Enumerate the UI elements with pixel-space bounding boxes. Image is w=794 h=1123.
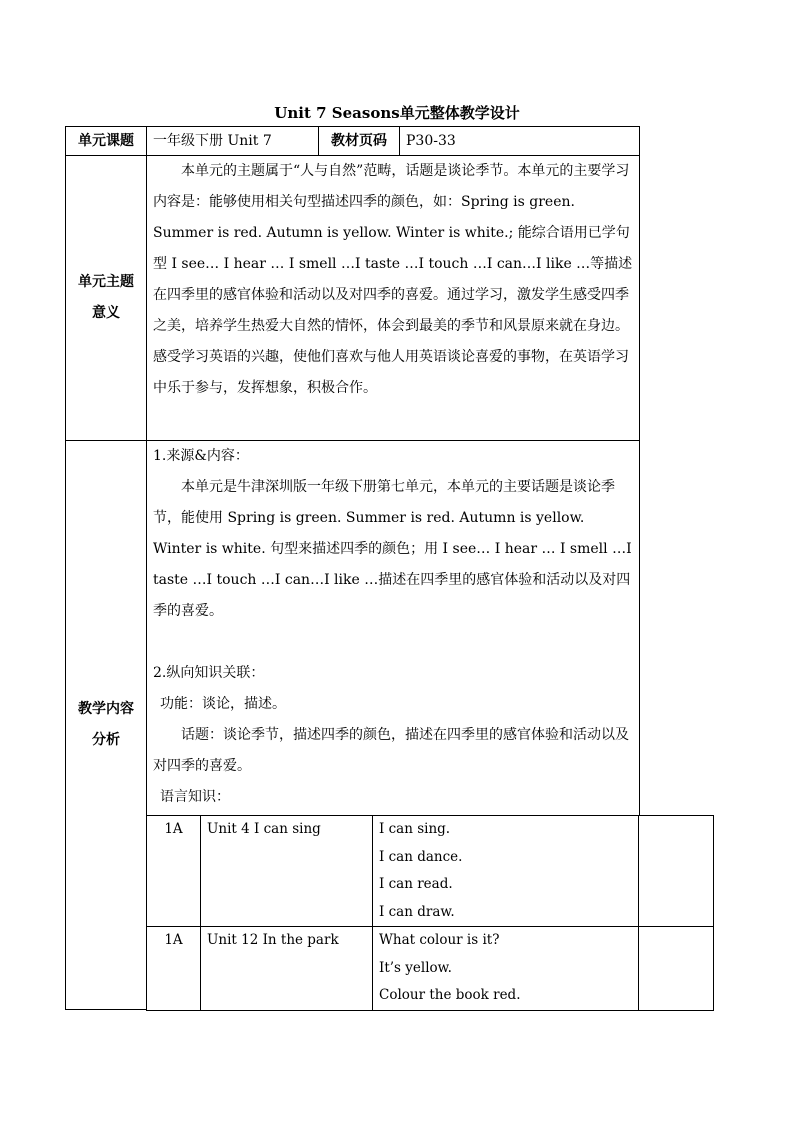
extra-cell [639, 927, 714, 1011]
analysis-heading-1: 1.来源&内容： [153, 448, 249, 464]
page-value: P30-33 [400, 127, 640, 156]
analysis-paragraph-1: 本单元是牛津深圳版一年级下册第七单元，本单元的主要话题是谈论季节，能使用 Spring is green. Summer is red. Autumn is yellow. Winter is white. 句型来描述四季的颜色；用 I see… I hear … I smell …I taste …I touch …I can…I like …描述在四季里的感官体验和活动以及对四季的喜爱。 [153, 479, 632, 619]
theme-text-cell [147, 156, 640, 441]
analysis-label: 教学内容 分析 [66, 441, 147, 1010]
page-title: Unit 7 Seasons单元整体教学设计 [274, 104, 520, 122]
function-line: 功能：谈论，描述。 [160, 696, 286, 712]
table-row [147, 816, 714, 927]
topic-line: 话题：谈论季节，描述四季的颜色，描述在四季里的感官体验和活动以及对四季的喜爱。 [153, 727, 629, 774]
knowledge-table [146, 815, 714, 1011]
grade-cell: 1A [147, 927, 201, 1011]
theme-text: 本单元的主题属于“人与自然”范畴，话题是谈论季节。本单元的主要学习内容是：能够使用相关句型描述四季的颜色，如：Spring is green. Summer is red. Autumn is yellow. Winter is white.; 能综合语用已学句型 I see… I hear … I smell …I taste …I touch …I can…I like …等描述在四季里的感官体验和活动以及对四季的喜爱。通过学习，激发学生感受四季之美，培养学生热爱大自然的情怀，体会到最美的季节和风景原来就在身边。感受学习英语的兴趣，使他们喜欢与他人用英语谈论喜爱的事物，在英语学习中乐于参与，发挥想象，积极合作。 [153, 163, 633, 396]
theme-label: 单元主题 意义 [66, 156, 147, 441]
page-label: 教材页码 [319, 127, 400, 156]
sentences-cell: What colour is it? It’s yellow. Colour the book red. [373, 927, 639, 1011]
unit-cell: Unit 4 I can sing [201, 816, 373, 927]
extra-cell [639, 816, 714, 927]
grade-cell: 1A [147, 816, 201, 927]
unit-cell: Unit 12 In the park [201, 927, 373, 1011]
header-row [66, 127, 640, 156]
theme-row [66, 156, 640, 441]
language-line: 语言知识： [160, 789, 230, 805]
unit-label: 单元课题 [66, 127, 147, 156]
unit-value: 一年级下册 Unit 7 [147, 127, 319, 156]
analysis-heading-2: 2.纵向知识关联： [153, 665, 265, 681]
table-row [147, 927, 714, 1011]
sentences-cell: I can sing. I can dance. I can read. I can draw. [373, 816, 639, 927]
